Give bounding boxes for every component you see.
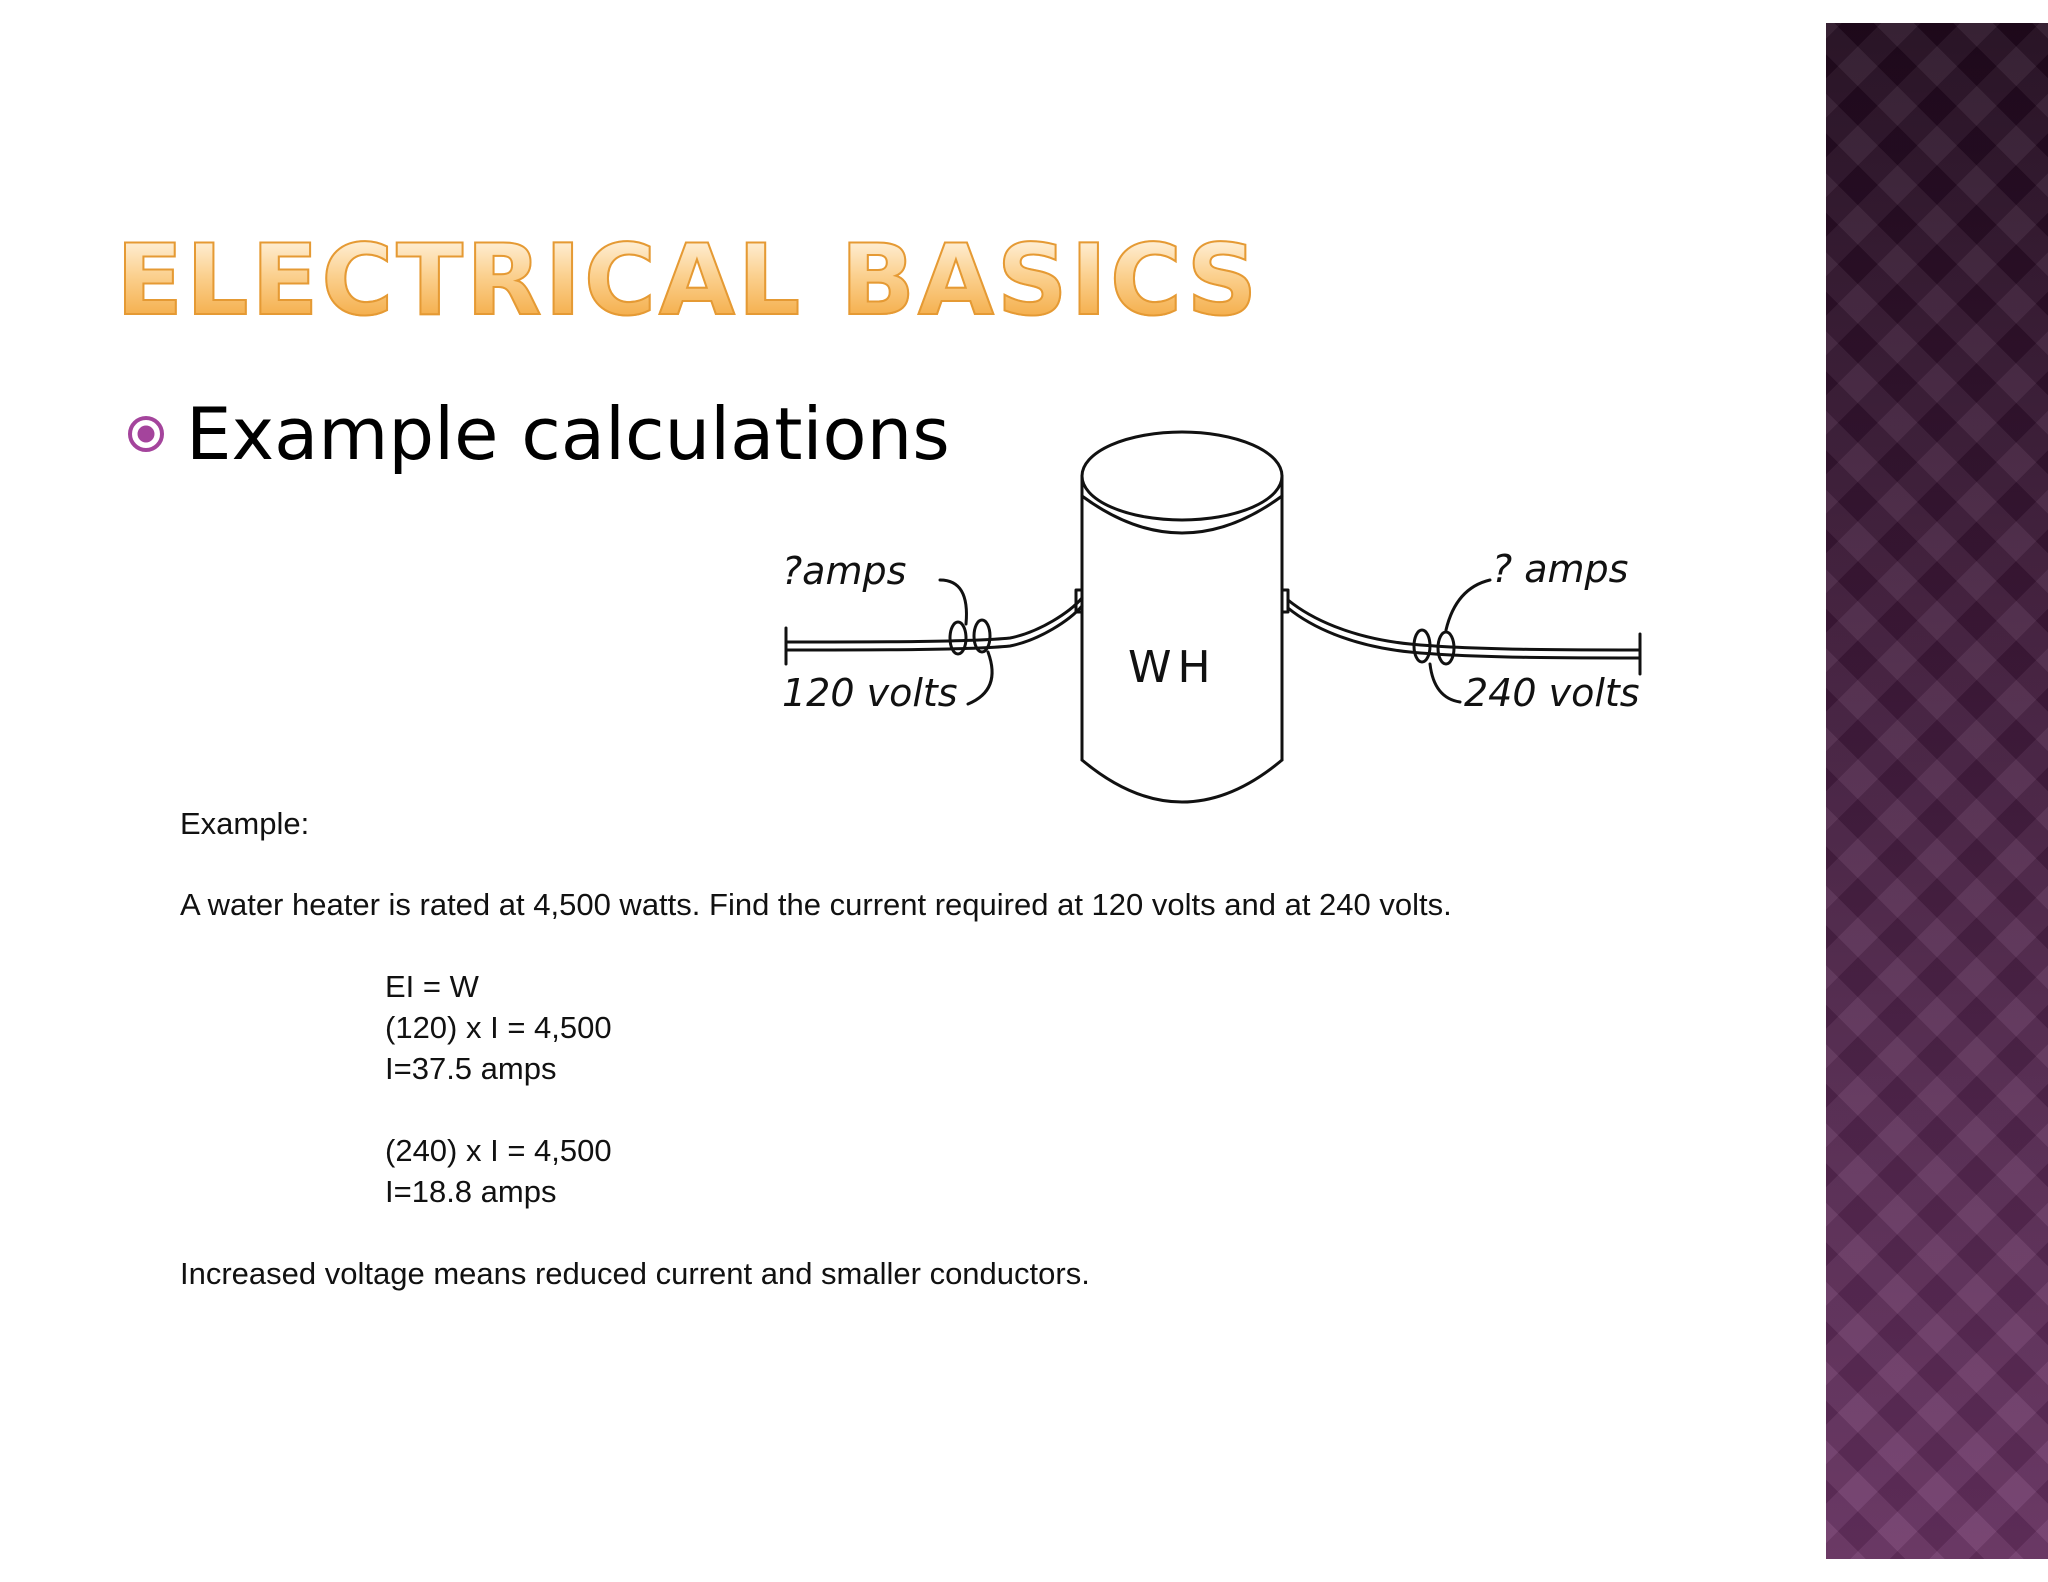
left-voltage-label: 120 volts — [782, 671, 958, 715]
calc-120-result: I=37.5 amps — [385, 1051, 557, 1086]
right-cable-top — [1288, 600, 1640, 650]
right-current-label: ? amps — [1492, 547, 1629, 591]
right-voltage-label: 240 volts — [1464, 671, 1640, 715]
calc-240-equation: (240) x I = 4,500 — [385, 1133, 612, 1168]
tank-bottom-curve — [1082, 760, 1282, 802]
left-current-label: ?amps — [782, 549, 907, 593]
left-voltage-leader — [968, 652, 992, 704]
bullet-text: Example calculations — [186, 392, 950, 476]
right-current-leader — [1446, 580, 1490, 630]
right-voltage-leader — [1430, 664, 1460, 702]
slide-title: ELECTRICAL BASICS — [116, 224, 1261, 338]
tank-front-rim — [1082, 496, 1282, 533]
example-label: Example: — [180, 806, 310, 841]
calc-120-equation: (120) x I = 4,500 — [385, 1010, 612, 1045]
target-bullet-icon — [126, 414, 166, 454]
tank-top-ellipse — [1082, 432, 1282, 520]
calc-240-result: I=18.8 amps — [385, 1174, 557, 1209]
water-heater-diagram — [770, 420, 1670, 820]
left-current-leader — [940, 580, 966, 624]
problem-statement: A water heater is rated at 4,500 watts. Find the current required at 120 volts and at 240 volts. — [180, 887, 1452, 922]
device-label: WH — [1128, 642, 1217, 693]
formula: EI = W — [385, 969, 479, 1004]
decorative-side-panel — [1826, 23, 2048, 1559]
conclusion: Increased voltage means reduced current and smaller conductors. — [180, 1256, 1090, 1291]
